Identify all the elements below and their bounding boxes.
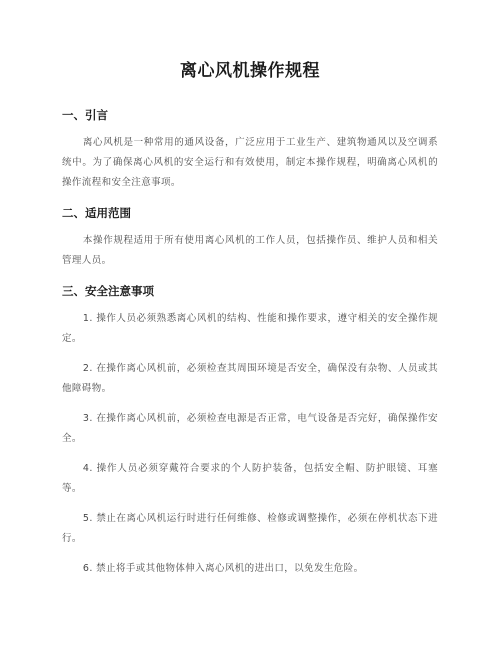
document-title: 离心风机操作规程 [180,61,320,81]
safety-item-2: 2. 在操作离心风机前，必须检查其周围环境是否安全，确保没有杂物、人员或其他障碍物。 [62,363,438,394]
section-scope [62,205,438,271]
section-heading-scope: 二、适用范围 [62,206,131,220]
safety-item-3: 3. 在操作离心风机前，必须检查电源是否正常，电气设备是否完好，确保操作安全。 [62,413,438,444]
section-introduction [62,107,438,193]
section-heading-safety: 三、安全注意事项 [62,284,154,298]
safety-item-4: 4. 操作人员必须穿戴符合要求的个人防护装备，包括安全帽、防护眼镜、耳塞等。 [62,463,438,494]
safety-item-6: 6. 禁止将手或其他物体伸入离心风机的进出口，以免发生危险。 [82,563,364,574]
section-safety [62,283,438,579]
safety-item-1: 1. 操作人员必须熟悉离心风机的结构、性能和操作要求，遵守相关的安全操作规定。 [62,313,438,344]
introduction-paragraph: 离心风机是一种常用的通风设备，广泛应用于工业生产、建筑物通风以及空调系统中。为了确保离心风机的安全运行和有效使用，制定本操作规程，明确离心风机的操作流程和安全注意事项。 [62,137,438,188]
safety-item-5: 5. 禁止在离心风机运行时进行任何维修、检修或调整操作，必须在停机状态下进行。 [62,513,438,544]
section-heading-introduction: 一、引言 [62,108,108,122]
scope-paragraph: 本操作规程适用于所有使用离心风机的工作人员，包括操作员、维护人员和相关管理人员。 [62,235,438,266]
